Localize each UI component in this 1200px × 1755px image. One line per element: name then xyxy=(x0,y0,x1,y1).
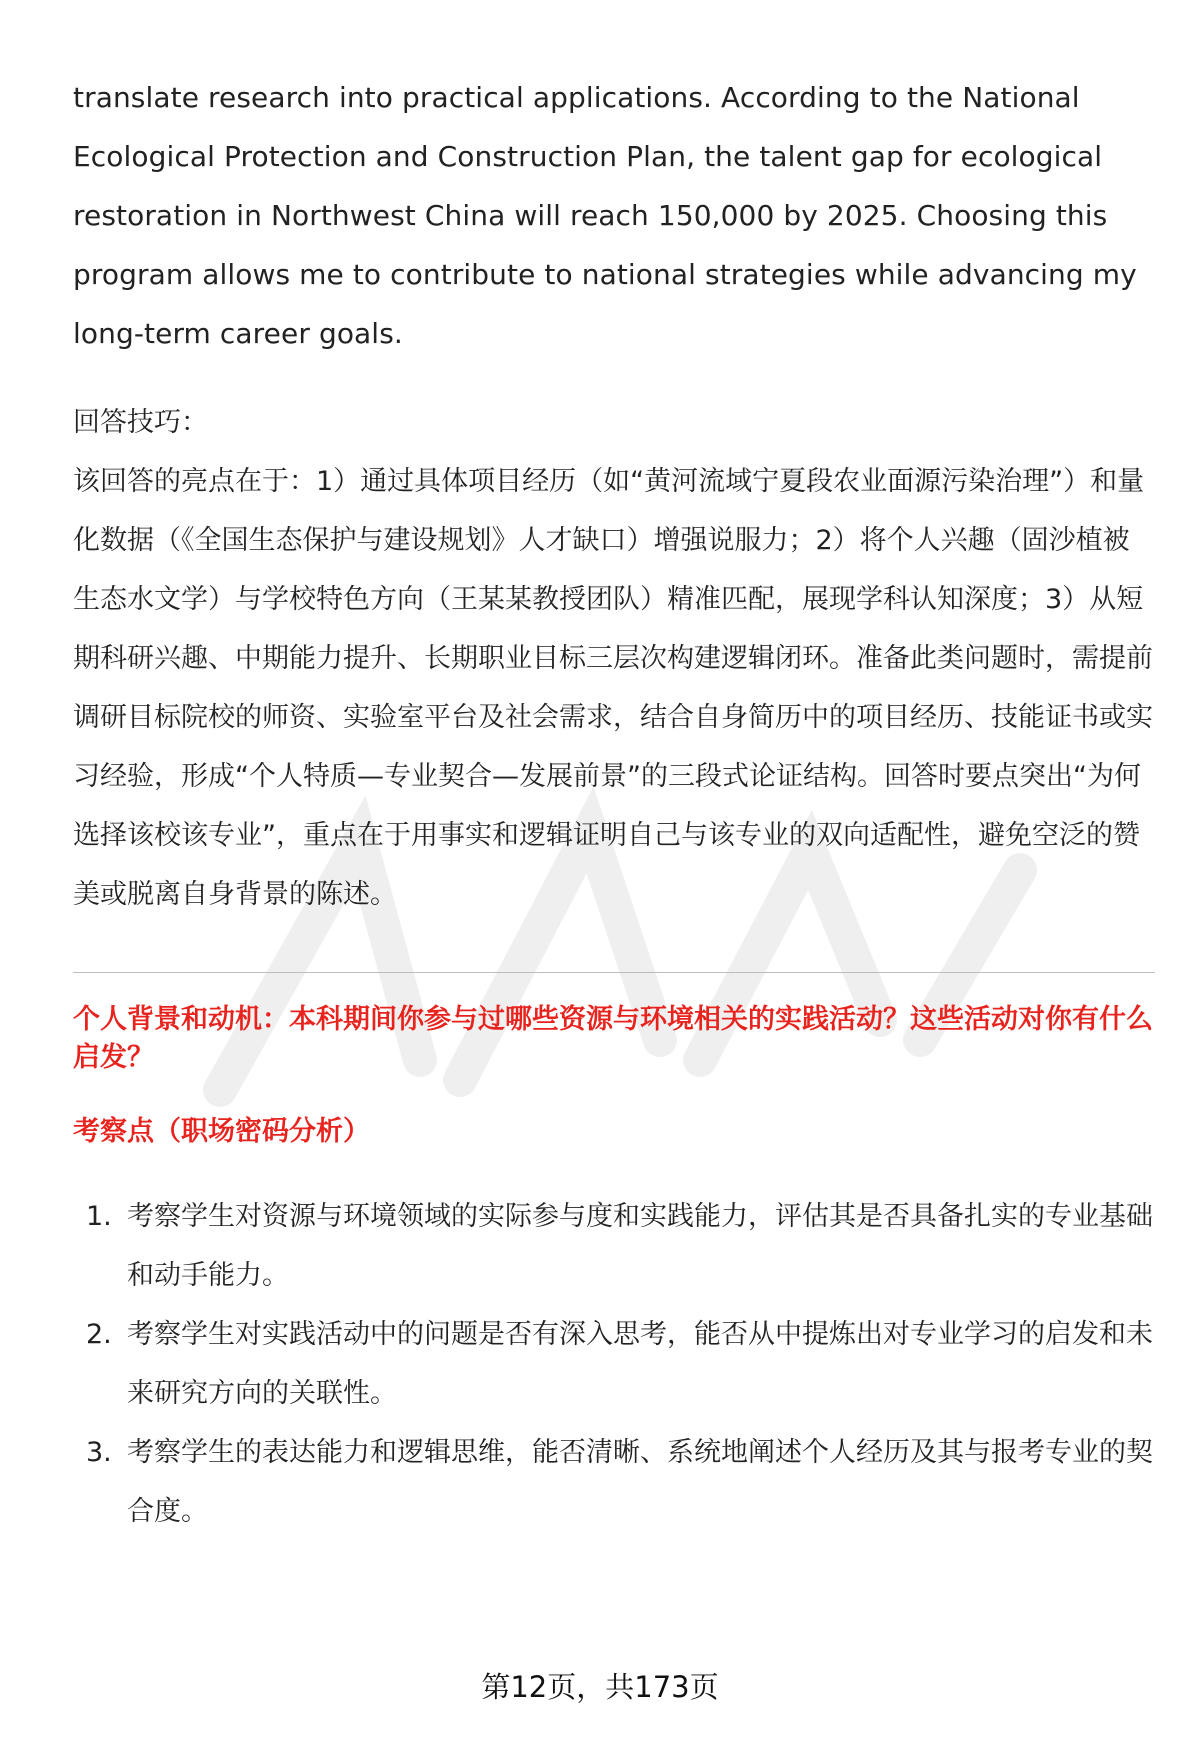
page-footer: 第12页，共173页 xyxy=(481,1670,719,1704)
list-item-text: 考察学生对资源与环境领域的实际参与度和实践能力，评估其是否具备扎实的专业基础和动手能力。 xyxy=(127,1201,1153,1291)
question-heading: 个人背景和动机：本科期间你参与过哪些资源与环境相关的实践活动？这些活动对你有什么启发？ xyxy=(73,1004,1153,1073)
analysis-heading: 考察点（职场密码分析） xyxy=(73,1116,370,1147)
list-item xyxy=(73,1305,1155,1423)
tips-label: 回答技巧： xyxy=(73,407,208,438)
english-paragraph: translate research into practical applications. According to the National Ecological Protection and Construction Plan, the talent gap for ecological restoration in Northwest China will reach 150,000 by 2025. Choosing this program allows me to contribute to national strategies while advancing my long-term career goals. xyxy=(73,81,1137,350)
list-item-number: 2. xyxy=(86,1319,112,1350)
list-item xyxy=(73,1423,1155,1541)
list-item-text: 考察学生对实践活动中的问题是否有深入思考，能否从中提炼出对专业学习的启发和未来研究方向的关联性。 xyxy=(127,1319,1153,1409)
list-item-text: 考察学生的表达能力和逻辑思维，能否清晰、系统地阐述个人经历及其与报考专业的契合度。 xyxy=(127,1437,1153,1527)
section-divider xyxy=(73,972,1155,973)
list-item xyxy=(73,1187,1155,1305)
list-item-number: 3. xyxy=(86,1437,112,1468)
tips-text: 该回答的亮点在于：1）通过具体项目经历（如“黄河流域宁夏段农业面源污染治理”）和量化数据（《全国生态保护与建设规划》人才缺口）增强说服力；2）将个人兴趣（固沙植被生态水文学）与学校特色方向（王某某教授团队）精准匹配，展现学科认知深度；3）从短期科研兴趣、中期能力提升、长期职业目标三层次构建逻辑闭环。准备此类问题时，需提前调研目标院校的师资、实验室平台及社会需求，结合自身简历中的项目经历、技能证书或实习经验，形成“个人特质—专业契合—发展前景”的三段式论证结构。回答时要点突出“为何选择该校该专业”，重点在于用事实和逻辑证明自己与该专业的双向适配性，避免空泛的赞美或脱离自身背景的陈述。 xyxy=(73,466,1153,910)
analysis-list xyxy=(73,1187,1155,1541)
document-page xyxy=(73,68,1155,1557)
list-item-number: 1. xyxy=(86,1201,112,1232)
